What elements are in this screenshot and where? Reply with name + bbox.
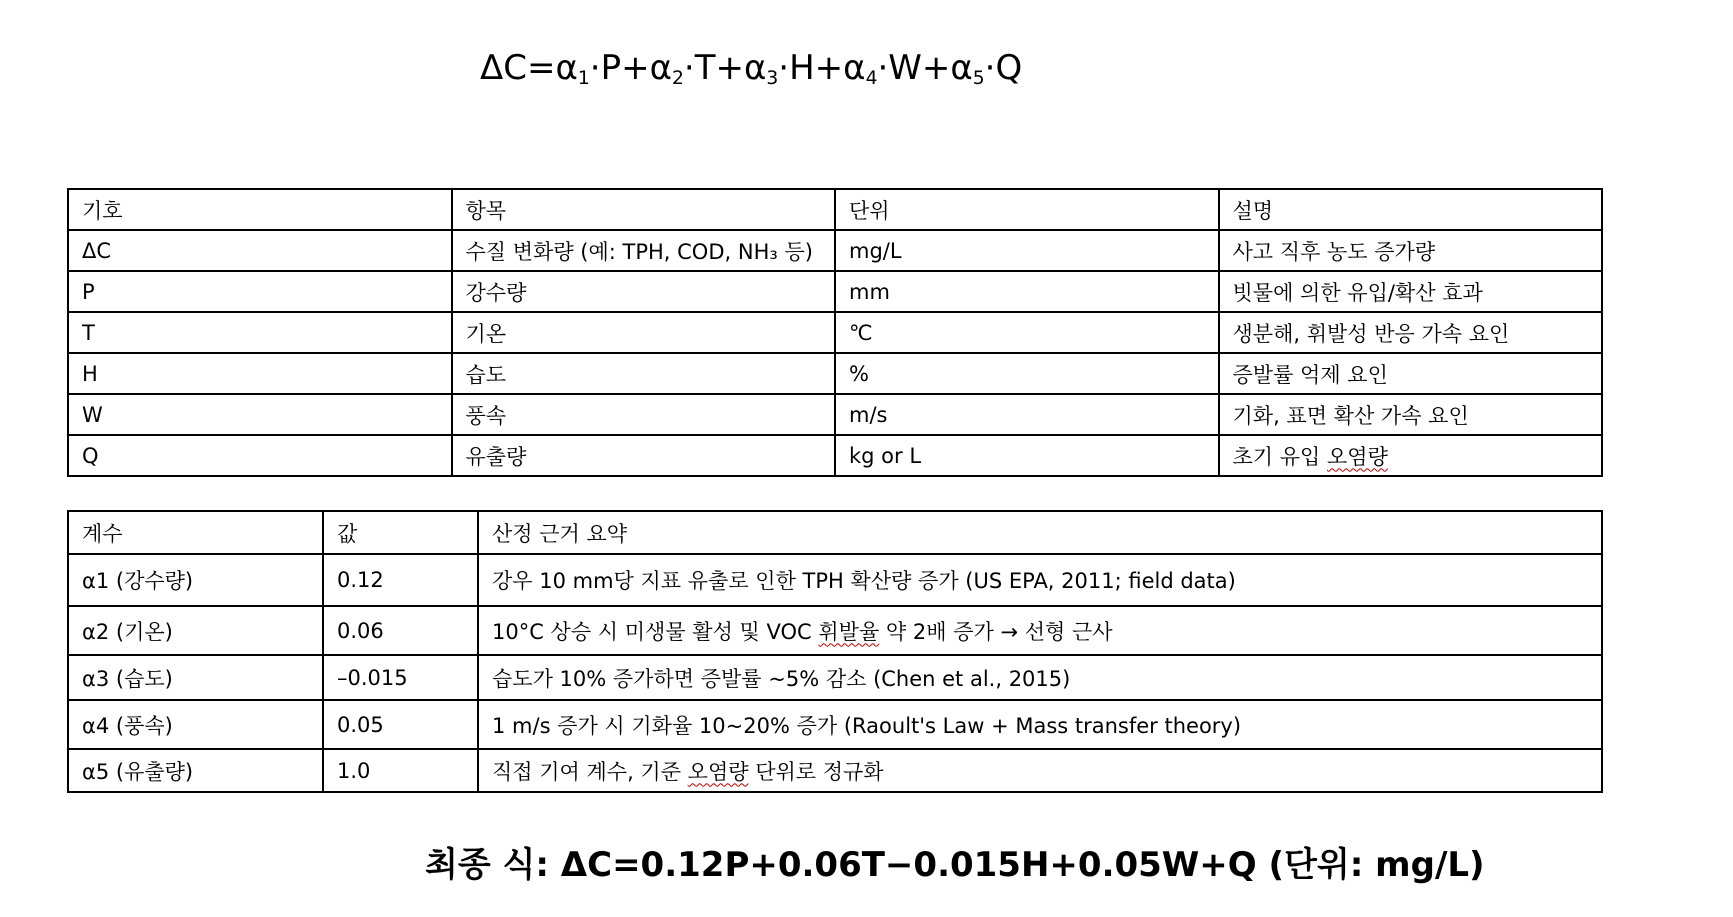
table-cell: 0.05 xyxy=(323,700,478,749)
table-cell: P xyxy=(68,271,452,312)
table-cell: 10°C 상승 시 미생물 활성 및 VOC 휘발율 약 2배 증가 → 선형 근사 xyxy=(478,606,1602,655)
table-row xyxy=(68,312,1602,353)
table-cell: m/s xyxy=(835,394,1219,435)
table-row xyxy=(68,749,1602,792)
header-cell: 설명 xyxy=(1219,189,1603,230)
table-cell: 생분해, 휘발성 반응 가속 요인 xyxy=(1219,312,1603,353)
table-cell: W xyxy=(68,394,452,435)
table-cell: mg/L xyxy=(835,230,1219,271)
table-cell: 유출량 xyxy=(452,435,836,476)
table-cell: ℃ xyxy=(835,312,1219,353)
spellcheck-underlined-word: 오염량 xyxy=(687,759,749,784)
table-cell: ΔC xyxy=(68,230,452,271)
table-cell: H xyxy=(68,353,452,394)
table-cell: 1.0 xyxy=(323,749,478,792)
table-cell: 1 m/s 증가 시 기화율 10~20% 증가 (Raoult's Law + Mass transfer theory) xyxy=(478,700,1602,749)
table-row xyxy=(68,230,1602,271)
table-cell: 초기 유입 오염량 xyxy=(1219,435,1603,476)
table-row xyxy=(68,394,1602,435)
table-header-row xyxy=(68,511,1602,554)
table-cell: 기온 xyxy=(452,312,836,353)
table-row xyxy=(68,353,1602,394)
table-row xyxy=(68,271,1602,312)
table-cell: T xyxy=(68,312,452,353)
table-cell: 증발률 억제 요인 xyxy=(1219,353,1603,394)
table-cell: 사고 직후 농도 증가량 xyxy=(1219,230,1603,271)
table-cell: α3 (습도) xyxy=(68,655,323,700)
model-formula: $\Delta C=\alpha_1\cdot P+\alpha_2\cdot T+\alpha_3\cdot H+\alpha_4\cdot W+\alpha_5\cdot Q$ xyxy=(480,48,1023,90)
table-cell: 강우 10 mm당 지표 유출로 인한 TPH 확산량 증가 (US EPA, 2011; field data) xyxy=(478,554,1602,606)
header-cell: 항목 xyxy=(452,189,836,230)
table-cell: 기화, 표면 확산 가속 요인 xyxy=(1219,394,1603,435)
table-cell: 0.06 xyxy=(323,606,478,655)
table-cell: 빗물에 의한 유입/확산 효과 xyxy=(1219,271,1603,312)
table-cell: 습도 xyxy=(452,353,836,394)
table-cell: % xyxy=(835,353,1219,394)
header-cell: 값 xyxy=(323,511,478,554)
table-cell: α2 (기온) xyxy=(68,606,323,655)
table-row xyxy=(68,655,1602,700)
table-cell: 풍속 xyxy=(452,394,836,435)
table-cell: 0.12 xyxy=(323,554,478,606)
table-row xyxy=(68,554,1602,606)
table-cell: α1 (강수량) xyxy=(68,554,323,606)
header-cell: 단위 xyxy=(835,189,1219,230)
final-formula: 최종 식: ΔC=0.12P+0.06T−0.015H+0.05W+Q (단위: mg/L) xyxy=(425,845,1485,885)
table-cell: 습도가 10% 증가하면 증발률 ~5% 감소 (Chen et al., 2015) xyxy=(478,655,1602,700)
table-cell: kg or L xyxy=(835,435,1219,476)
header-cell: 계수 xyxy=(68,511,323,554)
table-cell: 수질 변화량 (예: TPH, COD, NH₃ 등) xyxy=(452,230,836,271)
coefficients-table xyxy=(67,510,1603,793)
table-cell: α5 (유출량) xyxy=(68,749,323,792)
table-row xyxy=(68,606,1602,655)
header-cell: 기호 xyxy=(68,189,452,230)
table-cell: α4 (풍속) xyxy=(68,700,323,749)
table-cell: –0.015 xyxy=(323,655,478,700)
variable-definitions-table xyxy=(67,188,1603,477)
table-cell: mm xyxy=(835,271,1219,312)
table-row xyxy=(68,435,1602,476)
header-cell: 산정 근거 요약 xyxy=(478,511,1602,554)
table-cell: 강수량 xyxy=(452,271,836,312)
spellcheck-underlined-word: 휘발율 xyxy=(818,619,880,644)
table-row xyxy=(68,700,1602,749)
table-header-row xyxy=(68,189,1602,230)
spellcheck-underlined-word: 오염량 xyxy=(1327,444,1388,469)
table-cell: 직접 기여 계수, 기준 오염량 단위로 정규화 xyxy=(478,749,1602,792)
table-cell: Q xyxy=(68,435,452,476)
